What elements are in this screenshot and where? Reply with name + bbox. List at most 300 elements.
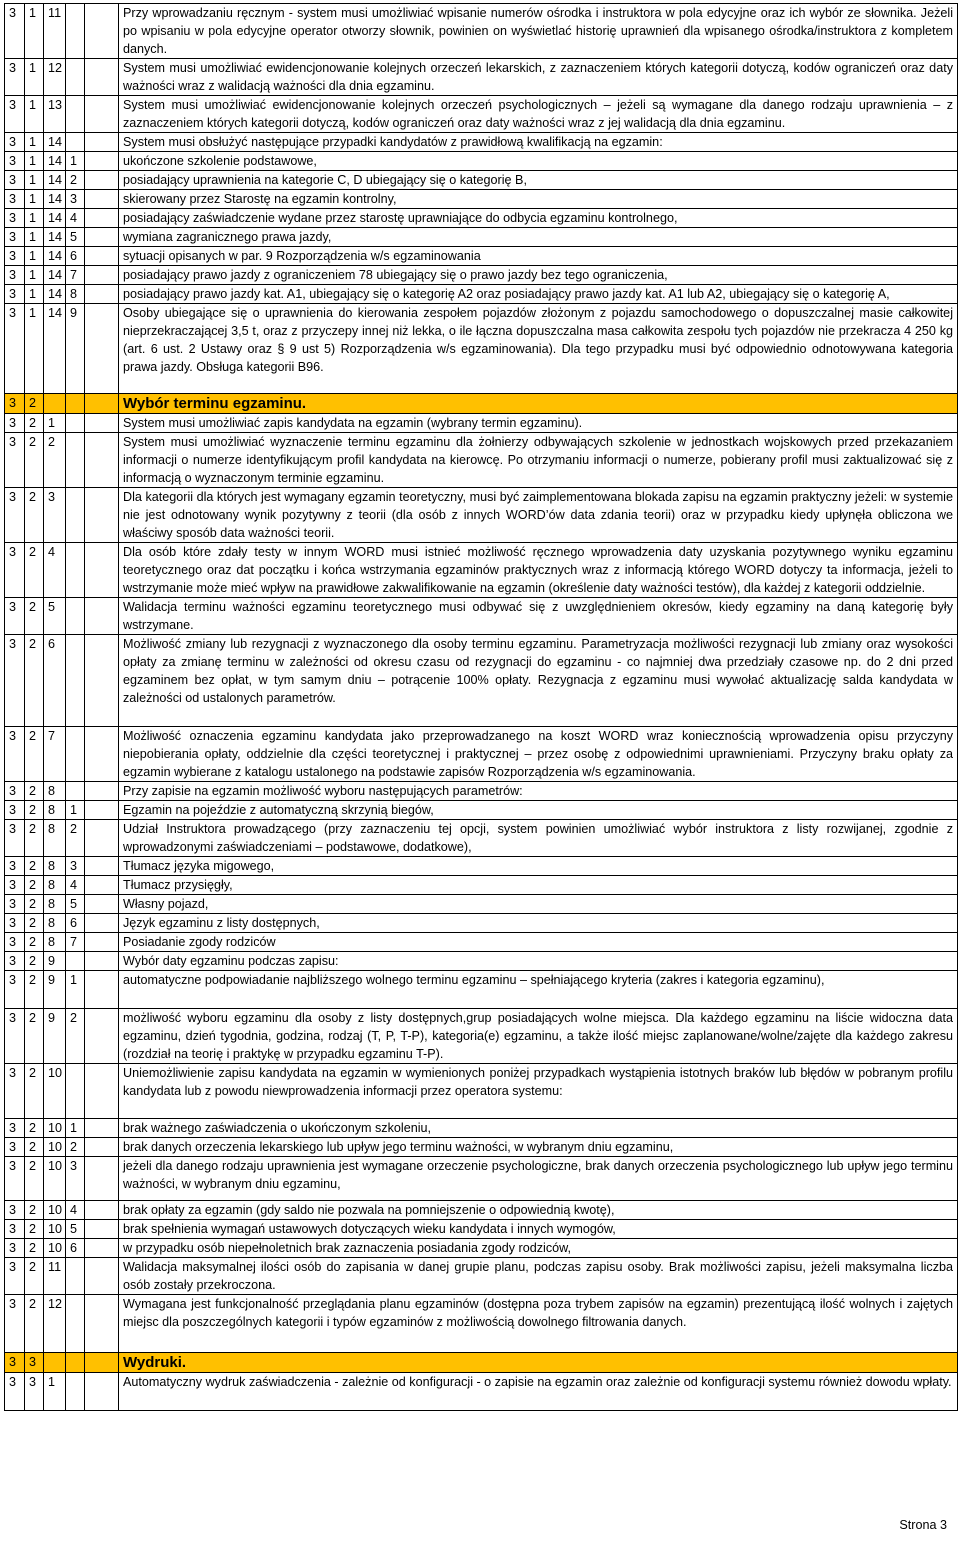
number-cell: 14 xyxy=(44,247,66,266)
number-cell xyxy=(66,782,85,801)
requirement-text: System musi obsłużyć następujące przypadki kandydatów z prawidłową kwalifikacją na egzamin: xyxy=(119,133,958,152)
number-cell: 3 xyxy=(5,1119,25,1138)
number-cell: 3 xyxy=(5,171,25,190)
requirement-text: brak opłaty za egzamin (gdy saldo nie pozwala na pomniejszenie o odpowiednią kwotę), xyxy=(119,1201,958,1220)
number-cell xyxy=(66,1373,85,1411)
requirement-text: Udział Instruktora prowadzącego (przy zaznaczeniu tej opcji, system powinien umożliwiać wybór instruktora z listy rozwijanej, zgodnie z wprowadzonymi zaświadczeniami – podstawowe, dodatkowe), xyxy=(119,820,958,857)
number-cell: 3 xyxy=(5,488,25,543)
number-cell: 1 xyxy=(25,96,44,133)
requirement-text: brak ważnego zaświadczenia o ukończonym szkoleniu, xyxy=(119,1119,958,1138)
number-cell: 1 xyxy=(25,247,44,266)
number-cell: 14 xyxy=(44,171,66,190)
number-cell: 1 xyxy=(66,1119,85,1138)
table-row xyxy=(5,1295,958,1353)
number-cell xyxy=(85,727,119,782)
number-cell xyxy=(85,543,119,598)
section-heading: Wybór terminu egzaminu. xyxy=(119,394,958,414)
number-cell: 9 xyxy=(44,971,66,1009)
requirement-text: skierowany przez Starostę na egzamin kontrolny, xyxy=(119,190,958,209)
number-cell: 3 xyxy=(25,1373,44,1411)
table-row xyxy=(5,543,958,598)
number-cell xyxy=(66,414,85,433)
requirement-text: posiadający prawo jazdy kat. A1, ubiegający się o kategorię A2 oraz posiadający prawo jazdy kat. A1 lub A2, ubiegający się o kategorię A, xyxy=(119,285,958,304)
number-cell: 10 xyxy=(44,1064,66,1119)
number-cell: 2 xyxy=(25,1064,44,1119)
number-cell: 8 xyxy=(44,857,66,876)
number-cell xyxy=(85,1119,119,1138)
table-row xyxy=(5,152,958,171)
number-cell: 1 xyxy=(25,190,44,209)
number-cell xyxy=(85,895,119,914)
table-row xyxy=(5,171,958,190)
number-cell xyxy=(66,394,85,414)
requirement-text: Automatyczny wydruk zaświadczenia - zależnie od konfiguracji - o zapisie na egzamin oraz zależnie od konfiguracji systemu również dowodu wpłaty. xyxy=(119,1373,958,1411)
table-row xyxy=(5,1353,958,1373)
number-cell: 8 xyxy=(44,876,66,895)
number-cell: 7 xyxy=(44,727,66,782)
number-cell xyxy=(85,1258,119,1295)
number-cell: 2 xyxy=(25,1239,44,1258)
number-cell: 6 xyxy=(44,635,66,727)
number-cell: 2 xyxy=(25,1295,44,1353)
number-cell xyxy=(44,394,66,414)
number-cell: 5 xyxy=(66,228,85,247)
number-cell: 3 xyxy=(5,96,25,133)
number-cell: 4 xyxy=(66,876,85,895)
table-row xyxy=(5,598,958,635)
number-cell xyxy=(85,285,119,304)
number-cell xyxy=(66,488,85,543)
table-row xyxy=(5,96,958,133)
number-cell xyxy=(85,933,119,952)
number-cell: 3 xyxy=(5,1220,25,1239)
number-cell: 3 xyxy=(5,285,25,304)
number-cell xyxy=(66,952,85,971)
number-cell: 3 xyxy=(5,820,25,857)
table-row xyxy=(5,1201,958,1220)
table-row xyxy=(5,895,958,914)
number-cell: 2 xyxy=(25,1201,44,1220)
number-cell: 14 xyxy=(44,266,66,285)
requirement-text: sytuacji opisanych w par. 9 Rozporządzenia w/s egzaminowania xyxy=(119,247,958,266)
requirement-text: Język egzaminu z listy dostępnych, xyxy=(119,914,958,933)
number-cell: 2 xyxy=(25,433,44,488)
number-cell: 3 xyxy=(5,228,25,247)
number-cell: 2 xyxy=(25,971,44,1009)
number-cell: 1 xyxy=(66,152,85,171)
number-cell: 1 xyxy=(66,971,85,1009)
number-cell: 8 xyxy=(66,285,85,304)
number-cell: 3 xyxy=(5,1353,25,1373)
table-row xyxy=(5,414,958,433)
number-cell: 6 xyxy=(66,914,85,933)
number-cell xyxy=(85,266,119,285)
table-row xyxy=(5,266,958,285)
number-cell: 9 xyxy=(44,952,66,971)
requirement-text: Posiadanie zgody rodziców xyxy=(119,933,958,952)
number-cell: 3 xyxy=(5,635,25,727)
table-row xyxy=(5,394,958,414)
number-cell xyxy=(85,304,119,394)
table-row xyxy=(5,1373,958,1411)
number-cell xyxy=(85,1295,119,1353)
number-cell: 3 xyxy=(5,414,25,433)
table-row xyxy=(5,801,958,820)
number-cell: 2 xyxy=(25,801,44,820)
number-cell: 3 xyxy=(5,1064,25,1119)
number-cell: 8 xyxy=(44,782,66,801)
number-cell: 14 xyxy=(44,228,66,247)
number-cell xyxy=(85,914,119,933)
requirement-text: Własny pojazd, xyxy=(119,895,958,914)
number-cell: 12 xyxy=(44,59,66,96)
number-cell: 6 xyxy=(66,247,85,266)
number-cell xyxy=(85,857,119,876)
number-cell xyxy=(66,4,85,59)
table-row xyxy=(5,1119,958,1138)
number-cell xyxy=(85,801,119,820)
number-cell: 3 xyxy=(66,1157,85,1201)
number-cell: 2 xyxy=(25,820,44,857)
number-cell: 14 xyxy=(44,133,66,152)
number-cell: 2 xyxy=(25,598,44,635)
number-cell: 3 xyxy=(5,266,25,285)
requirement-text: System musi umożliwiać zapis kandydata na egzamin (wybrany termin egzaminu). xyxy=(119,414,958,433)
number-cell: 2 xyxy=(25,1258,44,1295)
requirement-text: ukończone szkolenie podstawowe, xyxy=(119,152,958,171)
number-cell: 3 xyxy=(5,1201,25,1220)
number-cell xyxy=(85,228,119,247)
number-cell: 3 xyxy=(5,1295,25,1353)
number-cell xyxy=(85,1009,119,1064)
table-row xyxy=(5,488,958,543)
number-cell: 1 xyxy=(25,285,44,304)
table-row xyxy=(5,133,958,152)
table-row xyxy=(5,782,958,801)
number-cell: 1 xyxy=(25,266,44,285)
number-cell xyxy=(66,635,85,727)
number-cell: 3 xyxy=(5,1009,25,1064)
number-cell: 3 xyxy=(5,1258,25,1295)
table-row xyxy=(5,820,958,857)
number-cell: 2 xyxy=(25,876,44,895)
number-cell: 1 xyxy=(44,1373,66,1411)
number-cell: 1 xyxy=(25,171,44,190)
number-cell: 2 xyxy=(25,635,44,727)
number-cell: 2 xyxy=(66,820,85,857)
number-cell: 13 xyxy=(44,96,66,133)
table-row xyxy=(5,1220,958,1239)
number-cell: 3 xyxy=(5,209,25,228)
requirement-text: Walidacja terminu ważności egzaminu teoretycznego musi odbywać się z uwzględnieniem okresów, kiedy egzaminy na daną kategorię były wstrzymane. xyxy=(119,598,958,635)
table-row xyxy=(5,1138,958,1157)
number-cell: 10 xyxy=(44,1239,66,1258)
requirement-text: Egzamin na pojeździe z automatyczną skrzynią biegów, xyxy=(119,801,958,820)
number-cell: 14 xyxy=(44,304,66,394)
number-cell xyxy=(85,1201,119,1220)
number-cell: 3 xyxy=(5,543,25,598)
number-cell: 10 xyxy=(44,1157,66,1201)
number-cell: 3 xyxy=(5,1138,25,1157)
number-cell: 1 xyxy=(25,59,44,96)
number-cell xyxy=(85,971,119,1009)
number-cell: 2 xyxy=(66,1009,85,1064)
table-row xyxy=(5,1009,958,1064)
number-cell: 2 xyxy=(25,857,44,876)
number-cell xyxy=(66,59,85,96)
requirement-text: w przypadku osób niepełnoletnich brak zaznaczenia posiadania zgody rodziców, xyxy=(119,1239,958,1258)
number-cell: 3 xyxy=(5,801,25,820)
requirement-text: System musi umożliwiać ewidencjonowanie kolejnych orzeczeń lekarskich, z zaznaczeniem których kategorii dotyczą, kodów ograniczeń oraz daty ważności wraz z walidacją ważności dla dnia egzaminu. xyxy=(119,59,958,96)
number-cell: 2 xyxy=(25,1220,44,1239)
number-cell: 11 xyxy=(44,4,66,59)
number-cell xyxy=(85,1157,119,1201)
number-cell: 3 xyxy=(5,247,25,266)
number-cell: 14 xyxy=(44,285,66,304)
number-cell: 3 xyxy=(5,433,25,488)
number-cell: 2 xyxy=(25,782,44,801)
requirement-text: posiadający uprawnienia na kategorie C, D ubiegający się o kategorię B, xyxy=(119,171,958,190)
table-row xyxy=(5,1239,958,1258)
number-cell: 1 xyxy=(66,801,85,820)
number-cell: 10 xyxy=(44,1138,66,1157)
number-cell: 12 xyxy=(44,1295,66,1353)
number-cell: 3 xyxy=(66,190,85,209)
number-cell: 2 xyxy=(25,394,44,414)
requirement-text: Tłumacz języka migowego, xyxy=(119,857,958,876)
number-cell xyxy=(85,1064,119,1119)
number-cell xyxy=(85,782,119,801)
number-cell xyxy=(66,1258,85,1295)
number-cell: 3 xyxy=(5,727,25,782)
number-cell: 3 xyxy=(5,59,25,96)
number-cell: 1 xyxy=(25,228,44,247)
number-cell: 2 xyxy=(66,1138,85,1157)
number-cell xyxy=(85,876,119,895)
number-cell: 2 xyxy=(25,1138,44,1157)
number-cell xyxy=(66,433,85,488)
requirement-text: Tłumacz przysięgły, xyxy=(119,876,958,895)
number-cell: 2 xyxy=(25,543,44,598)
table-row xyxy=(5,1064,958,1119)
number-cell: 9 xyxy=(44,1009,66,1064)
number-cell: 5 xyxy=(66,1220,85,1239)
number-cell: 4 xyxy=(66,1201,85,1220)
number-cell: 3 xyxy=(5,971,25,1009)
number-cell xyxy=(85,96,119,133)
table-row xyxy=(5,635,958,727)
number-cell: 1 xyxy=(25,152,44,171)
number-cell: 3 xyxy=(5,598,25,635)
requirement-text: Dla kategorii dla których jest wymagany egzamin teoretyczny, musi być zaimplementowana blokada zapisu na egzamin praktyczny jeżeli: w systemie nie jest odnotowany wynik pozytywny z teorii (dla osób z innych WORD’ów data zdania teorii) oraz w przypadku kiedy upłynęła obliczona we właściwy sposób data ważności teorii. xyxy=(119,488,958,543)
number-cell: 3 xyxy=(5,782,25,801)
number-cell xyxy=(66,598,85,635)
number-cell: 9 xyxy=(66,304,85,394)
number-cell xyxy=(85,820,119,857)
number-cell: 3 xyxy=(5,152,25,171)
number-cell: 2 xyxy=(44,433,66,488)
requirement-text: Dla osób które zdały testy w innym WORD musi istnieć możliwość ręcznego wprowadzenia daty uzyskania pozytywnego wyniku egzaminu teoretycznego oraz dat początku i końca wstrzymania egzaminów praktycznych wraz z informacją którego WORD dotyczy ta informacja, jeżeli to wstrzymanie może mieć wpływ na prawidłowe zakwalifikowanie na egzamin (określenie daty ważności testów), dla każdej z kategorii oddzielnie. xyxy=(119,543,958,598)
requirement-text: brak spełnienia wymagań ustawowych dotyczących wieku kandydata i innych wymogów, xyxy=(119,1220,958,1239)
number-cell: 8 xyxy=(44,895,66,914)
number-cell xyxy=(85,488,119,543)
number-cell: 2 xyxy=(25,933,44,952)
number-cell: 8 xyxy=(44,933,66,952)
number-cell: 8 xyxy=(44,801,66,820)
number-cell xyxy=(85,1373,119,1411)
number-cell xyxy=(85,1220,119,1239)
number-cell xyxy=(85,152,119,171)
number-cell: 2 xyxy=(66,171,85,190)
number-cell: 3 xyxy=(5,1157,25,1201)
table-row xyxy=(5,1258,958,1295)
number-cell: 2 xyxy=(25,1157,44,1201)
number-cell xyxy=(66,543,85,598)
table-row xyxy=(5,433,958,488)
number-cell xyxy=(66,1064,85,1119)
table-row xyxy=(5,190,958,209)
requirement-text: Możliwość oznaczenia egzaminu kandydata jako przeprowadzanego na koszt WORD wraz koniecznością wprowadzenia opisu przyczyny niepobierania opłaty, oddzielnie dla części teoretycznej i praktycznej – przez osobę z odpowiednimi uprawnieniami. Przyczyny braku opłaty za egzamin wybierane z katalogu ustalonego na podstawie zapisów Rozporządzenia w/s egzaminowania. xyxy=(119,727,958,782)
table-row xyxy=(5,285,958,304)
requirement-text: Osoby ubiegające się o uprawnienia do kierowania zespołem pojazdów złożonym z pojazdu samochodowego o dopuszczalnej masie całkowitej nieprzekraczającej 3,5 t, oraz z przyczepy innej niż lekka, o ile łączna dopuszczalna masa całkowita zespołu tych pojazdów nie przekracza 4 250 kg (art. 6 ust. 2 Ustawy oraz § 9 ust 5) Rozporządzenia w/s egzaminowania). Dla tego przypadku musi być odpowiednio odnotowywana kategoria prawa jazdy. Obsługa kategorii B96. xyxy=(119,304,958,394)
table-row xyxy=(5,247,958,266)
number-cell: 2 xyxy=(25,1119,44,1138)
number-cell: 8 xyxy=(44,914,66,933)
number-cell: 10 xyxy=(44,1119,66,1138)
table-row xyxy=(5,876,958,895)
requirement-text: automatyczne podpowiadanie najbliższego wolnego terminu egzaminu – spełniającego kryteria (zakres i kategoria egzaminu), xyxy=(119,971,958,1009)
table-row xyxy=(5,857,958,876)
number-cell: 3 xyxy=(5,876,25,895)
number-cell: 3 xyxy=(5,914,25,933)
number-cell: 10 xyxy=(44,1220,66,1239)
number-cell xyxy=(85,598,119,635)
number-cell xyxy=(85,433,119,488)
number-cell: 3 xyxy=(44,488,66,543)
number-cell: 11 xyxy=(44,1258,66,1295)
number-cell xyxy=(85,414,119,433)
number-cell: 3 xyxy=(5,4,25,59)
number-cell: 2 xyxy=(25,414,44,433)
requirement-text: posiadający zaświadczenie wydane przez starostę uprawniające do odbycia egzaminu kontrolnego, xyxy=(119,209,958,228)
requirement-text: System musi umożliwiać ewidencjonowanie kolejnych orzeczeń psychologicznych – jeżeli są wymagane dla danego rodzaju uprawnienia – z zaznaczeniem których kategorii dotyczą, kodów ograniczeń oraz daty ważności wraz z jej walidacją dla dnia egzaminu. xyxy=(119,96,958,133)
requirement-text: Wymagana jest funkcjonalność przeglądania planu egzaminów (dostępna poza trybem zapisów na egzamin) prezentującą ilość wolnych i zajętych miejsc dla poszczególnych kategorii i typów egzaminów z możliwością dowolnego filtrowania danych. xyxy=(119,1295,958,1353)
number-cell: 1 xyxy=(44,414,66,433)
number-cell: 3 xyxy=(5,857,25,876)
requirement-text: Walidacja maksymalnej ilości osób do zapisania w danej grupie planu, podczas zapisu osoby. Brak możliwości zapisu, jeżeli maksymalna liczba osób zostały przekroczona. xyxy=(119,1258,958,1295)
number-cell xyxy=(85,952,119,971)
number-cell xyxy=(85,635,119,727)
requirements-table xyxy=(4,3,958,1411)
number-cell: 2 xyxy=(25,952,44,971)
number-cell xyxy=(85,59,119,96)
number-cell: 6 xyxy=(66,1239,85,1258)
table-row xyxy=(5,228,958,247)
number-cell: 3 xyxy=(5,133,25,152)
number-cell: 14 xyxy=(44,152,66,171)
table-row xyxy=(5,914,958,933)
number-cell: 3 xyxy=(66,857,85,876)
requirement-text: jeżeli dla danego rodzaju uprawnienia jest wymagane orzeczenie psychologiczne, brak danych orzeczenia psychologicznego lub upływ jego terminu ważności, w wybranym dniu egzaminu, xyxy=(119,1157,958,1201)
number-cell: 4 xyxy=(44,543,66,598)
requirement-text: Możliwość zmiany lub rezygnacji z wyznaczonego dla osoby terminu egzaminu. Parametryzacja możliwości rezygnacji lub zmiany oraz wysokości opłaty za zmianę terminu w zależności od okresu czasu od rezygnacji do egzaminu - co najmniej dwa przedziały czasowe np. do 2 dni przed egzaminem bez opłat, w tym samym dniu – potrącenie 100% opłaty. Rezygnacja z egzaminu musi wywołać aktualizację salda kandydata w zależności od ustalonych parametrów. xyxy=(119,635,958,727)
table-row xyxy=(5,1157,958,1201)
number-cell: 2 xyxy=(25,727,44,782)
requirement-text: posiadający prawo jazdy z ograniczeniem 78 ubiegający się o prawo jazdy bez tego ograniczenia, xyxy=(119,266,958,285)
number-cell xyxy=(85,171,119,190)
number-cell xyxy=(85,247,119,266)
table-row xyxy=(5,4,958,59)
number-cell xyxy=(44,1353,66,1373)
number-cell: 2 xyxy=(25,895,44,914)
number-cell: 14 xyxy=(44,209,66,228)
table-row xyxy=(5,59,958,96)
requirement-text: brak danych orzeczenia lekarskiego lub upływ jego terminu ważności, w wybranym dniu egzaminu, xyxy=(119,1138,958,1157)
number-cell xyxy=(66,1353,85,1373)
requirement-text: możliwość wyboru egzaminu dla osoby z listy dostępnych,grup posiadających wolne miejsca. Dla każdego egzaminu na liście widoczna data egzaminu, dzień tygodnia, godzina, rodzaj (T, P, T-P), kategoria(e) egzaminu, a także ilość miejsc zaplanowane/wolne/zajęte dla każdego zakresu (rozdział na teorię i praktykę w przypadku egzaminu T-P). xyxy=(119,1009,958,1064)
number-cell: 3 xyxy=(5,304,25,394)
number-cell: 2 xyxy=(25,914,44,933)
number-cell xyxy=(66,96,85,133)
table-row xyxy=(5,971,958,1009)
number-cell: 10 xyxy=(44,1201,66,1220)
number-cell: 1 xyxy=(25,209,44,228)
table-row xyxy=(5,727,958,782)
requirement-text: Przy zapisie na egzamin możliwość wyboru następujących parametrów: xyxy=(119,782,958,801)
number-cell xyxy=(85,4,119,59)
table-row xyxy=(5,933,958,952)
table-row xyxy=(5,304,958,394)
number-cell xyxy=(66,1295,85,1353)
number-cell xyxy=(85,1239,119,1258)
requirement-text: wymiana zagranicznego prawa jazdy, xyxy=(119,228,958,247)
number-cell: 3 xyxy=(5,394,25,414)
number-cell: 14 xyxy=(44,190,66,209)
number-cell: 5 xyxy=(66,895,85,914)
number-cell: 3 xyxy=(5,190,25,209)
number-cell: 2 xyxy=(25,488,44,543)
table-row xyxy=(5,952,958,971)
number-cell: 7 xyxy=(66,266,85,285)
number-cell xyxy=(85,394,119,414)
number-cell: 1 xyxy=(25,4,44,59)
table-row xyxy=(5,209,958,228)
number-cell: 3 xyxy=(5,1373,25,1411)
number-cell xyxy=(66,727,85,782)
number-cell: 3 xyxy=(5,1239,25,1258)
number-cell: 3 xyxy=(25,1353,44,1373)
number-cell xyxy=(66,133,85,152)
requirement-text: Wybór daty egzaminu podczas zapisu: xyxy=(119,952,958,971)
number-cell xyxy=(85,133,119,152)
requirement-text: Uniemożliwienie zapisu kandydata na egzamin w wymienionych poniżej przypadkach wystąpienia istotnych braków lub błędów w pobranym profilu kandydata lub z powodu niewprowadzenia informacji przez operatora systemu: xyxy=(119,1064,958,1119)
section-heading: Wydruki. xyxy=(119,1353,958,1373)
number-cell: 4 xyxy=(66,209,85,228)
requirement-text: Przy wprowadzaniu ręcznym - system musi umożliwiać wpisanie numerów ośrodka i instruktora w pola edycyjne oraz ich wybór ze słownika. Jeżeli po wpisaniu w pola edycyjne operator otworzy słownik, powinien on wyświetlać historię uprawnień dla wpisanego ośrodka/instruktora z kompletem danych. xyxy=(119,4,958,59)
number-cell xyxy=(85,1353,119,1373)
number-cell: 5 xyxy=(44,598,66,635)
number-cell: 2 xyxy=(25,1009,44,1064)
number-cell: 3 xyxy=(5,952,25,971)
requirement-text: System musi umożliwiać wyznaczenie terminu egzaminu dla żołnierzy odbywających szkolenie w jednostkach wojskowych przed przekazaniem informacji o numerze identyfikującym profil kandydata na kierowcę. Po otrzymaniu informacji o numerze, pobierany profil musi zaktualizować się z informacją o wyznaczonym terminie egzaminu. xyxy=(119,433,958,488)
number-cell xyxy=(85,190,119,209)
number-cell: 1 xyxy=(25,304,44,394)
number-cell: 7 xyxy=(66,933,85,952)
number-cell xyxy=(85,1138,119,1157)
number-cell: 3 xyxy=(5,895,25,914)
number-cell xyxy=(85,209,119,228)
page-number: Strona 3 xyxy=(899,1518,947,1532)
